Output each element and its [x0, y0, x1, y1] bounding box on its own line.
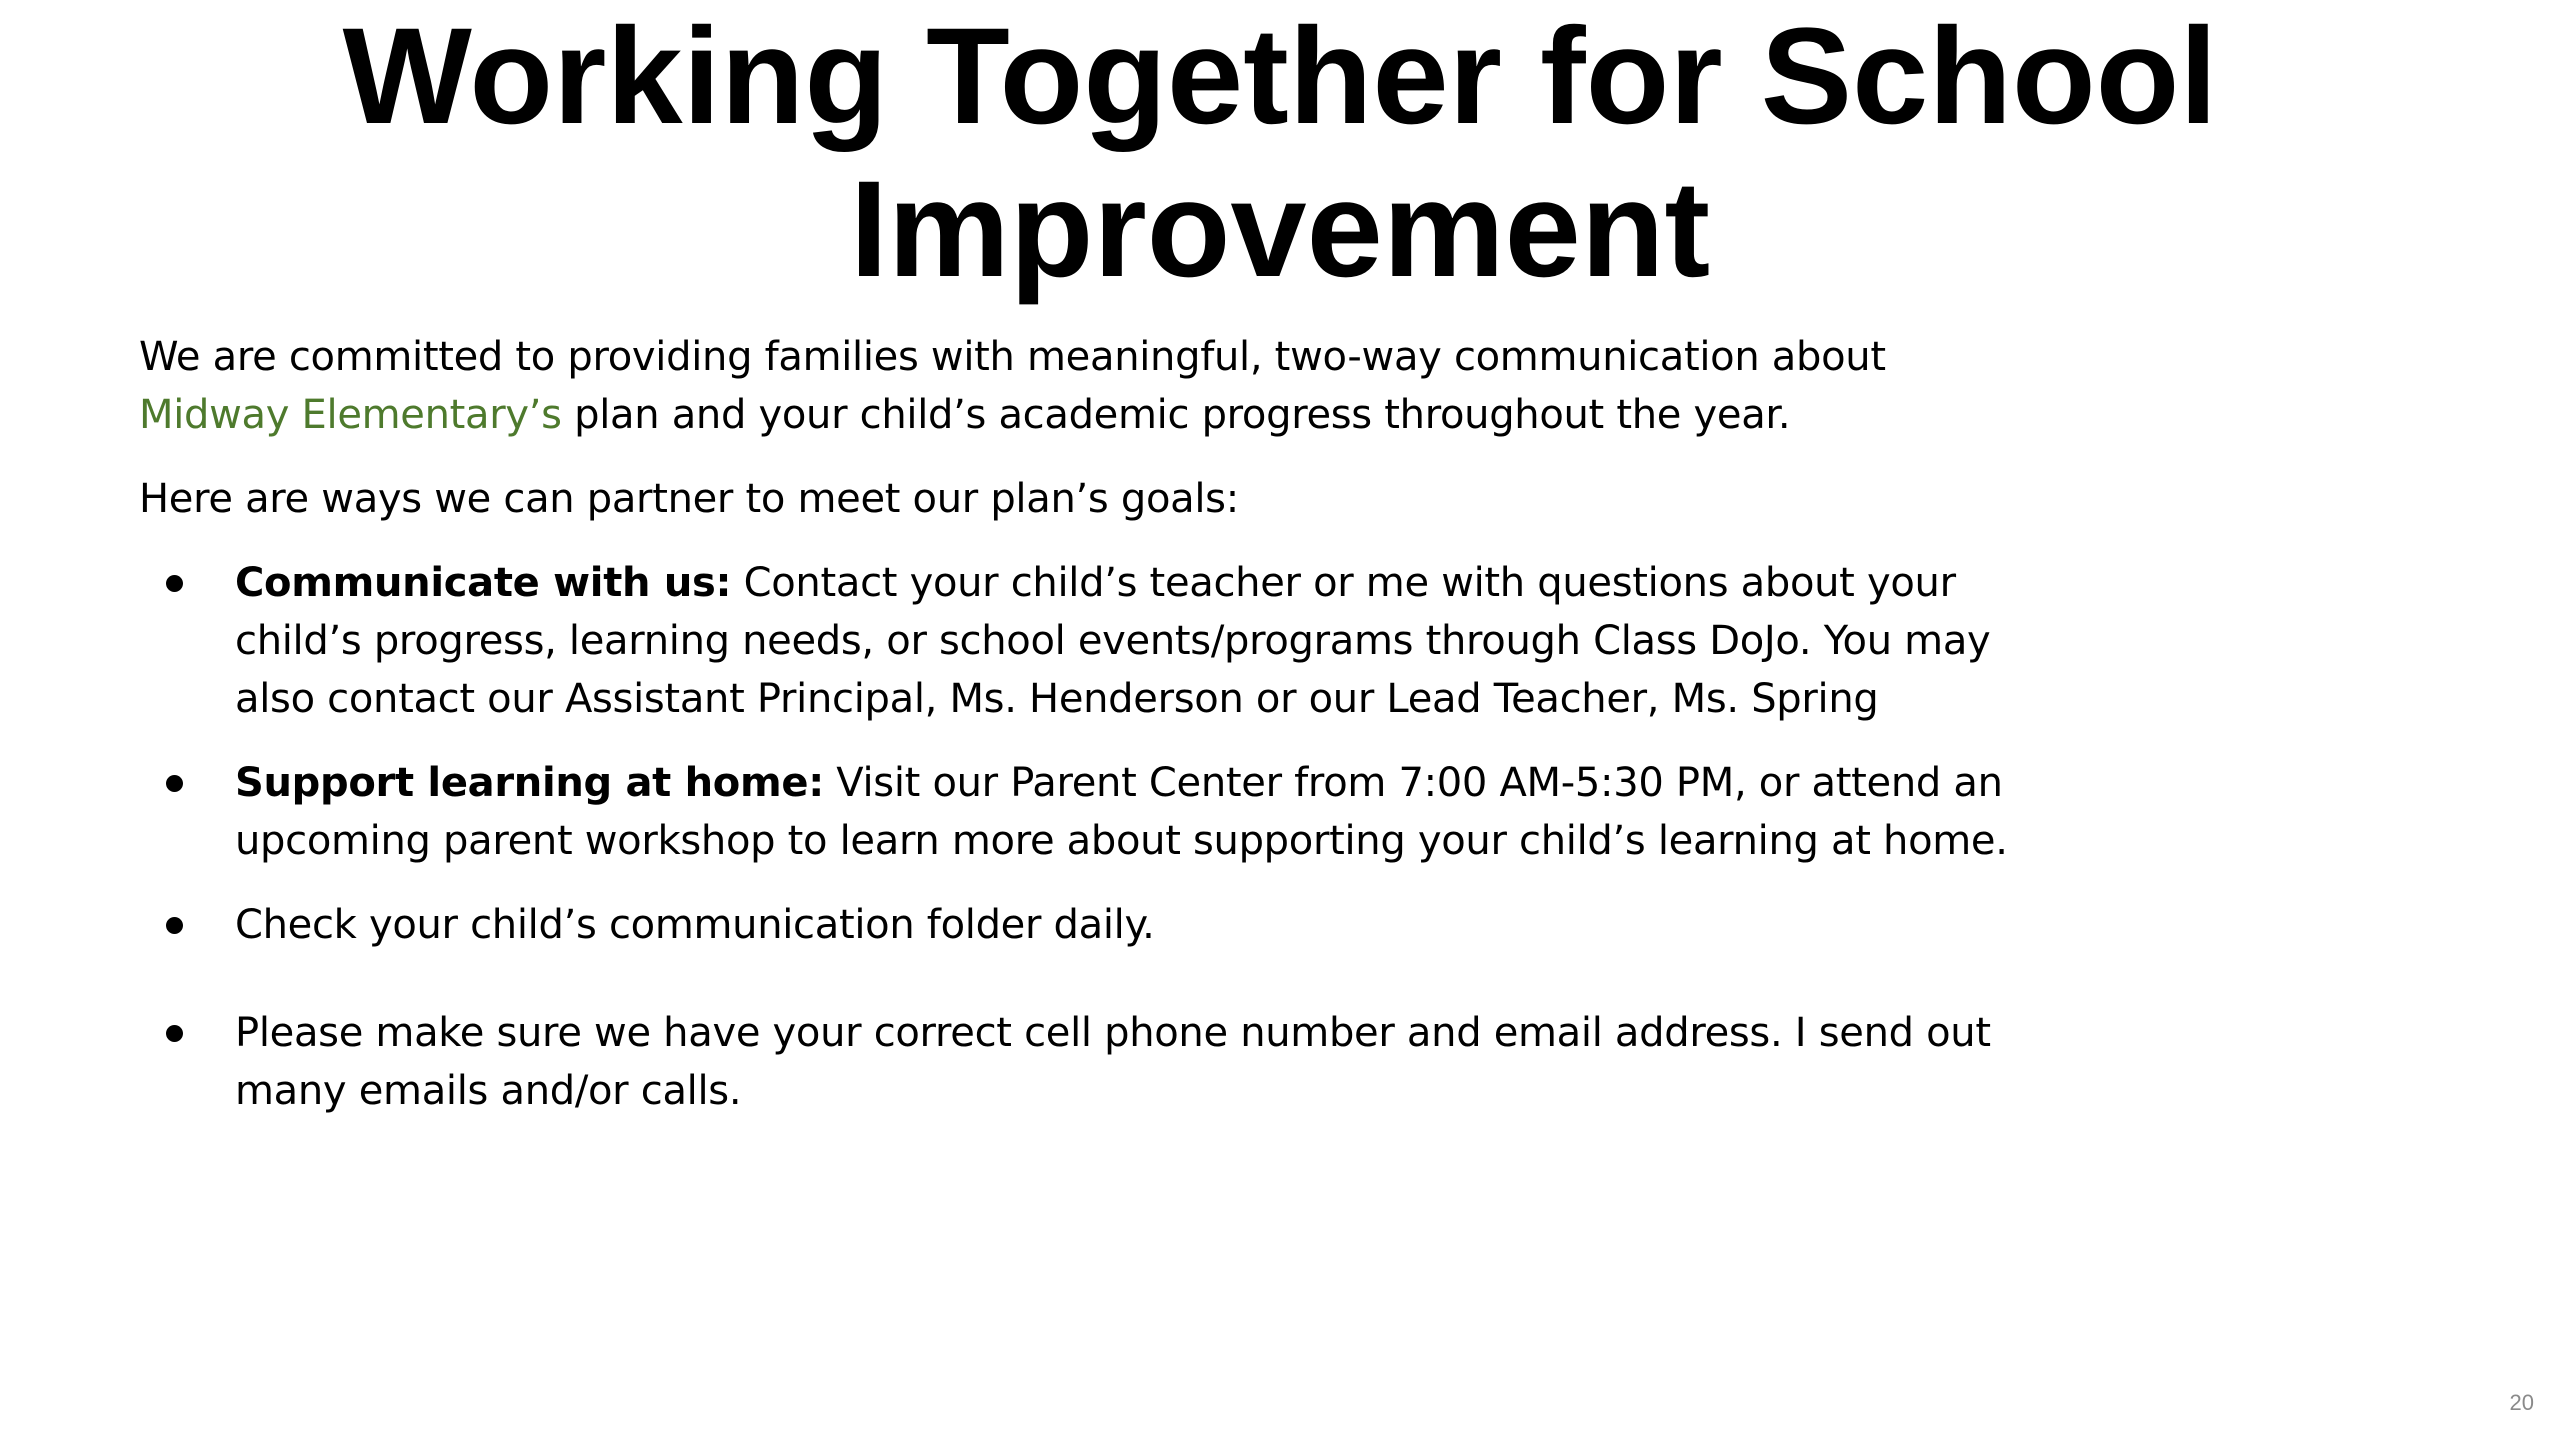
slide-body: [139, 328, 2039, 1146]
intro-text-end: plan and your child’s academic progress throughout the year.: [561, 392, 1791, 438]
bullet-icon: [166, 575, 183, 592]
list-item-text: Check your child’s communication folder daily.: [235, 902, 1155, 948]
list-item-lead: Communicate with us:: [235, 560, 732, 606]
partner-heading: Here are ways we can partner to meet our plan’s goals:: [139, 476, 1239, 522]
slide-title: [0, 0, 2560, 306]
list-item-text: Contact your child’s teacher or me with questions about your child’s progress, learning needs, or school events/programs through Class DoJo. You may also contact our Assistant Principal, Ms. Henderson or our Lead Teacher, Ms. Spring: [235, 560, 1991, 722]
list-item-contact-info: [139, 1004, 2039, 1120]
bullet-icon: [166, 775, 183, 792]
intro-text-start: We are committed to providing families with meaningful, two-way communication about: [139, 334, 1886, 380]
bullet-icon: [166, 1025, 183, 1042]
list-item-lead: Support learning at home:: [235, 760, 824, 806]
list-item-support-learning: [139, 754, 2039, 870]
list-item-text: Visit our Parent Center from 7:00 AM-5:30 PM, or attend an upcoming parent workshop to learn more about supporting your child’s learning at home.: [235, 760, 2008, 864]
list-item-communicate: [139, 554, 2039, 728]
ways-to-partner-list: [139, 554, 2039, 1120]
title-line-1: Working Together for School: [342, 0, 2218, 153]
bullet-icon: [166, 917, 183, 934]
school-name: Midway Elementary’s: [139, 392, 562, 438]
list-item-text: Please make sure we have your correct cell phone number and email address. I send out many emails and/or calls.: [235, 1010, 1991, 1114]
page-number: 20: [2509, 1390, 2534, 1415]
title-line-2: Improvement: [849, 153, 1711, 306]
list-item-check-folder: [139, 896, 2039, 954]
intro-paragraph: [139, 328, 2039, 444]
